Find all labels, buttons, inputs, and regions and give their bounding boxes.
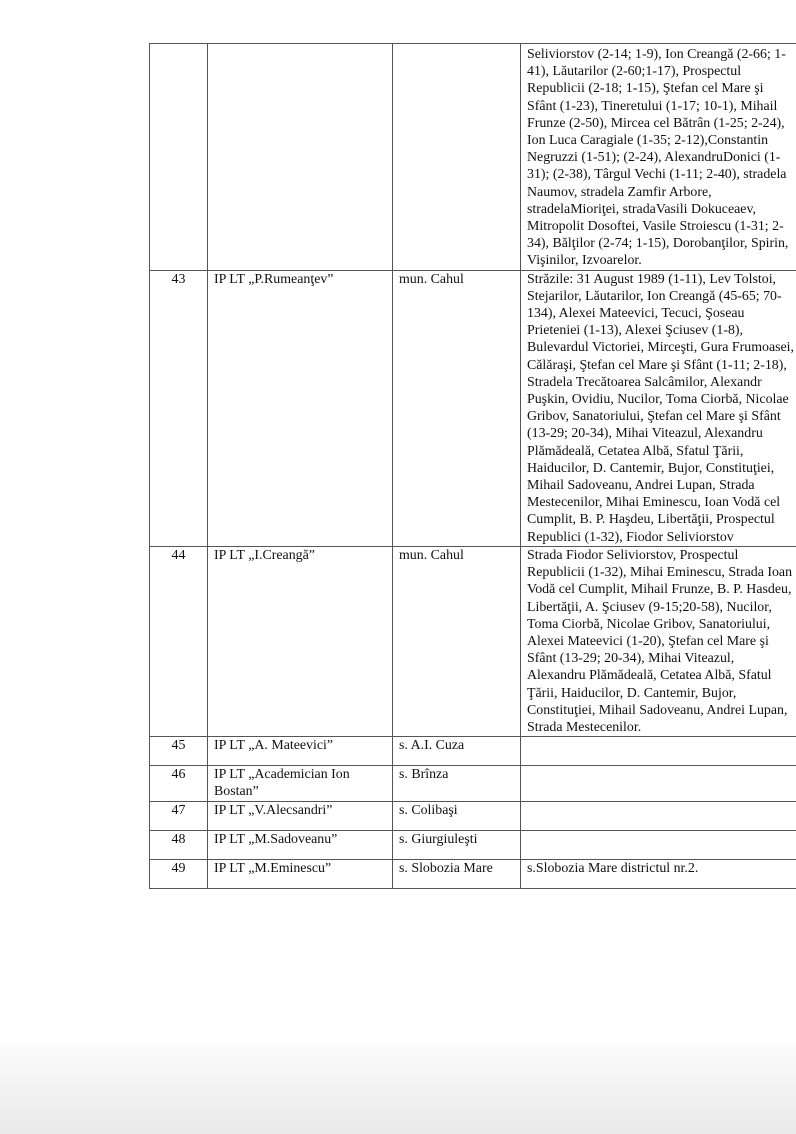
streets-cell: Strada Fiodor Seliviorstov, Prospectul Republicii (1-32), Mihai Eminescu, Strada Ioan Vodă cel Cumplit, Mihail Frunze, B. P. Hasdeu, Libertăţii, A. Şciusev (9-15;20-58), Nucilor, Toma Ciorbă, Nicolae Gribov, Sanatoriului, Alexei Mateevici (1-20), Ştefan cel Mare şi Sfânt (13-29; 20-34), Mihai Viteazul, Alexandru Plămădeală, Cetatea Albă, Sfatul Ţării, Haiducilor, D. Cantemir, Bujor, Constituţiei, Mihail Sadoveanu, Andrei Lupan, Strada Mestecenilor. xyxy=(521,546,796,736)
institution-cell: IP LT „A. Mateevici” xyxy=(208,737,393,766)
school-districts-table xyxy=(149,43,796,889)
row-number-cell: 46 xyxy=(150,766,208,801)
table-row xyxy=(150,766,796,801)
streets-cell: Seliviorstov (2-14; 1-9), Ion Creangă (2-66; 1-41), Lăutarilor (2-60;1-17), Prospectul Republicii (2-18; 1-15), Ştefan cel Mare şi Sfânt (1-23), Tineretului (1-17; 10-1), Mihail Frunze (2-50), Mircea cel Bătrân (1-25; 2-24), Ion Luca Caragiale (1-35; 2-12),Constantin Negruzzi (1-51); (2-24), AlexandruDonici (1-31); (2-38), Târgul Vechi (1-11; 2-40), stradela Naumov, stradela Zamfir Arbore, stradelaMioriţei, stradaVasili Dokuceaev, Mitropolit Dosoftei, Vasile Stroiescu (1-31; 2-34), Bălţilor (2-74; 1-15), Dorobanţilor, Spirin, Vişinilor, Izvoarelor. xyxy=(521,44,796,271)
institution-cell: IP LT „M.Eminescu” xyxy=(208,859,393,888)
table-row xyxy=(150,270,796,546)
institution-cell: IP LT „P.Rumeanţev” xyxy=(208,270,393,546)
streets-cell xyxy=(521,766,796,801)
row-number-cell: 43 xyxy=(150,270,208,546)
streets-cell xyxy=(521,737,796,766)
table-row xyxy=(150,830,796,859)
row-number-cell: 47 xyxy=(150,801,208,830)
institution-cell: IP LT „Academician Ion Bostan” xyxy=(208,766,393,801)
streets-cell: s.Slobozia Mare districtul nr.2. xyxy=(521,859,796,888)
table-row xyxy=(150,859,796,888)
institution-cell: IP LT „M.Sadoveanu” xyxy=(208,830,393,859)
row-number-cell: 48 xyxy=(150,830,208,859)
institution-cell: IP LT „I.Creangă” xyxy=(208,546,393,736)
locality-cell: s. Giurgiuleşti xyxy=(393,830,521,859)
streets-cell xyxy=(521,801,796,830)
locality-cell xyxy=(393,44,521,271)
locality-cell: s. Slobozia Mare xyxy=(393,859,521,888)
row-number-cell xyxy=(150,44,208,271)
locality-cell: mun. Cahul xyxy=(393,270,521,546)
locality-cell: mun. Cahul xyxy=(393,546,521,736)
institution-cell xyxy=(208,44,393,271)
row-number-cell: 44 xyxy=(150,546,208,736)
locality-cell: s. Colibaşi xyxy=(393,801,521,830)
locality-cell: s. Brînza xyxy=(393,766,521,801)
table-row xyxy=(150,546,796,736)
page-bottom-shadow xyxy=(0,1035,796,1134)
streets-cell xyxy=(521,830,796,859)
row-number-cell: 45 xyxy=(150,737,208,766)
streets-cell: Străzile: 31 August 1989 (1-11), Lev Tolstoi, Stejarilor, Lăutarilor, Ion Creangă (45-65; 70-134), Alexei Mateevici, Tecuci, Şoseau Prieteniei (1-13), Alexei Şciusev (1-8), Bulevardul Victoriei, Mirceşti, Gura Frumoasei, Călăraşi, Ştefan cel Mare şi Sfânt (1-11; 2-18), Stradela Trecătoarea Salcâmilor, Alexandr Puşkin, Ovidiu, Nucilor, Toma Ciorbă, Nicolae Gribov, Sanatoriului, Ştefan cel Mare şi Sfânt (13-29; 20-34), Mihai Viteazul, Alexandru Plămădeală, Cetatea Albă, Sfatul Ţării, Haiducilor, D. Cantemir, Bujor, Constituţiei, Mihail Sadoveanu, Andrei Lupan, Strada Mestecenilor, Mihai Eminescu, Ioan Vodă cel Cumplit, B. P. Haşdeu, Libertăţii, Prospectul Republici (1-32), Fiodor Seliviorstov xyxy=(521,270,796,546)
table-row xyxy=(150,737,796,766)
table-row xyxy=(150,801,796,830)
table-row xyxy=(150,44,796,271)
locality-cell: s. A.I. Cuza xyxy=(393,737,521,766)
row-number-cell: 49 xyxy=(150,859,208,888)
institution-cell: IP LT „V.Alecsandri” xyxy=(208,801,393,830)
